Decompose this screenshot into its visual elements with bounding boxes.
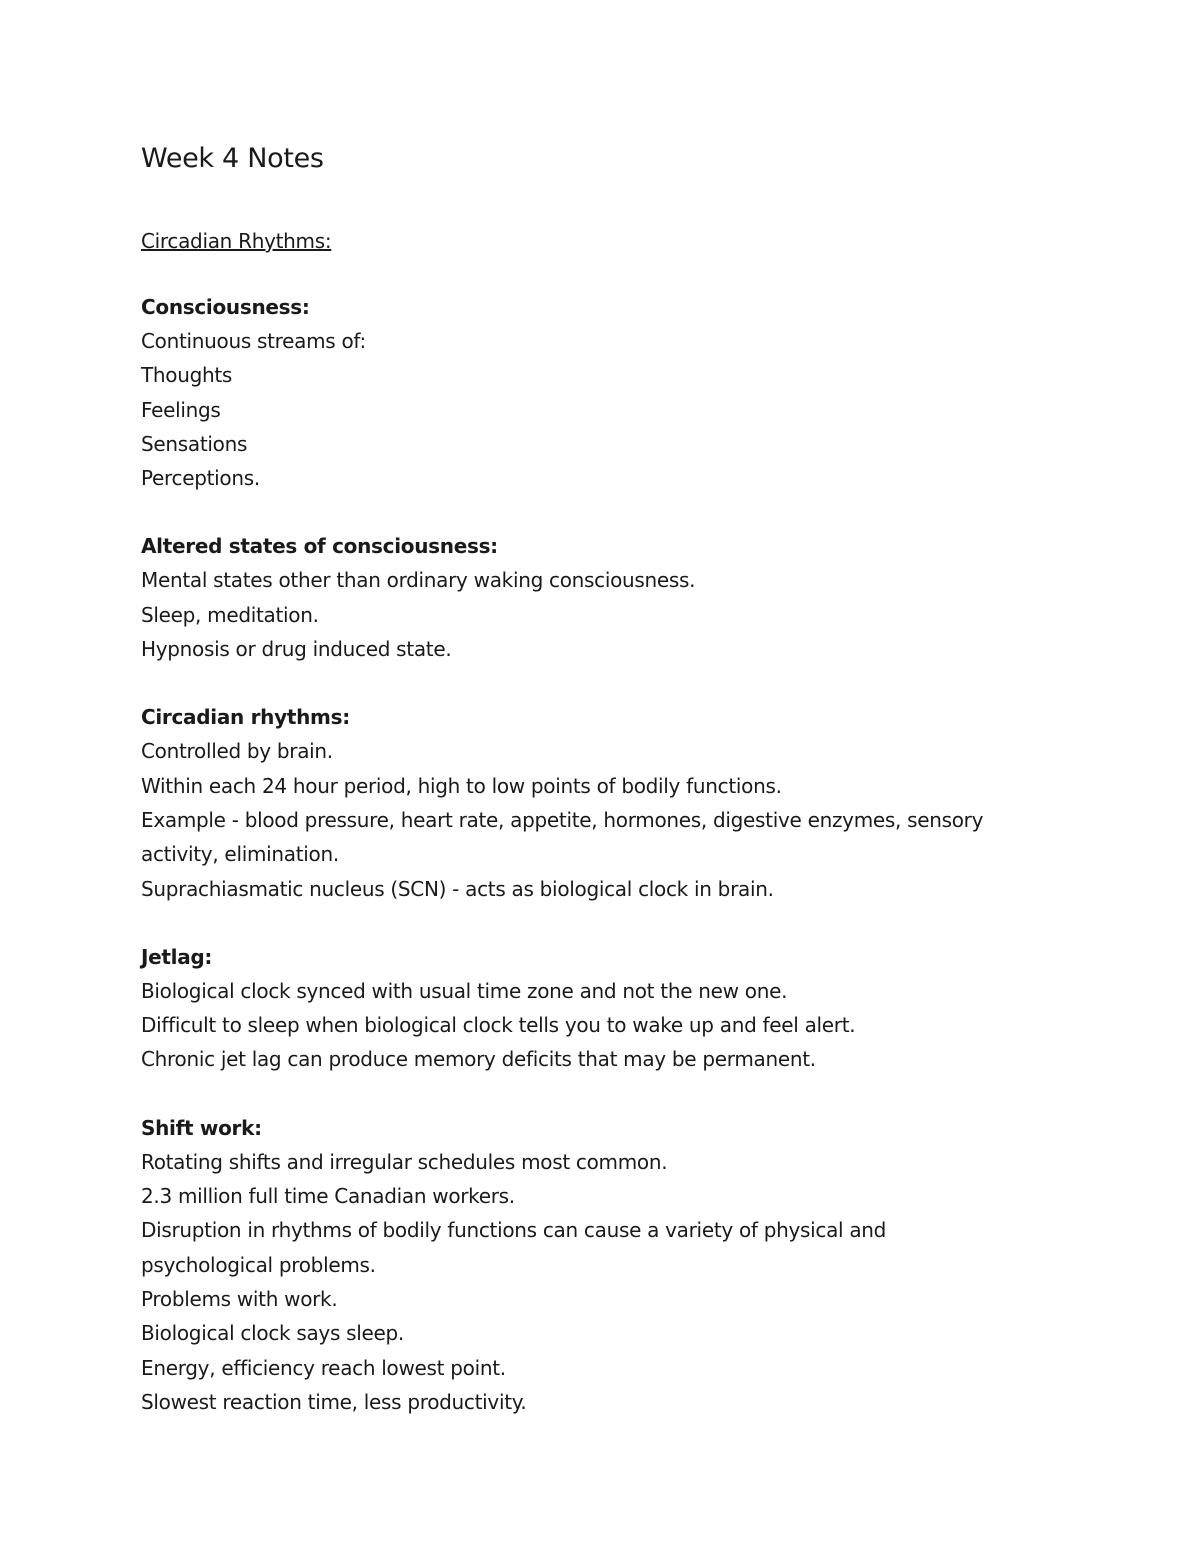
text-line: Example - blood pressure, heart rate, appetite, hormones, digestive enzymes, sensory <box>141 807 984 832</box>
section-consciousness <box>141 290 1141 495</box>
text-line: Within each 24 hour period, high to low points of bodily functions. <box>141 773 782 798</box>
section-heading: Shift work: <box>141 1115 262 1140</box>
section-jetlag <box>141 940 1141 1077</box>
text-line: Mental states other than ordinary waking consciousness. <box>141 568 696 593</box>
text-line: Feelings <box>141 397 221 422</box>
document-page <box>141 140 1141 1419</box>
text-line: Thoughts <box>141 363 233 388</box>
text-line: psychological problems. <box>141 1252 376 1277</box>
text-line: Energy, efficiency reach lowest point. <box>141 1355 506 1380</box>
document-title: Week 4 Notes <box>141 143 324 174</box>
text-line: Hypnosis or drug induced state. <box>141 637 452 662</box>
text-line: Suprachiasmatic nucleus (SCN) - acts as biological clock in brain. <box>141 876 774 901</box>
text-line: Perceptions. <box>141 466 260 491</box>
text-line: Continuous streams of: <box>141 329 366 353</box>
section-circadian-rhythms <box>141 700 1141 905</box>
document-subtitle: Circadian Rhythms: <box>141 229 332 253</box>
text-line: Chronic jet lag can produce memory deficits that may be permanent. <box>141 1047 816 1072</box>
text-line: Problems with work. <box>141 1286 338 1311</box>
section-altered-states <box>141 529 1141 666</box>
text-line: Difficult to sleep when biological clock tells you to wake up and feel alert. <box>141 1013 856 1038</box>
text-line: Controlled by brain. <box>141 739 333 764</box>
section-heading: Jetlag: <box>141 944 213 969</box>
text-line: Slowest reaction time, less productivity. <box>141 1389 527 1414</box>
section-heading: Altered states of consciousness: <box>141 534 498 559</box>
text-line: Rotating shifts and irregular schedules most common. <box>141 1149 668 1174</box>
section-shift-work <box>141 1111 1141 1419</box>
text-line: Sleep, meditation. <box>141 602 319 627</box>
section-heading: Circadian rhythms: <box>141 705 350 730</box>
text-line: activity, elimination. <box>141 842 339 867</box>
text-line: Disruption in rhythms of bodily functions can cause a variety of physical and <box>141 1218 887 1243</box>
text-line: Biological clock synced with usual time zone and not the new one. <box>141 978 788 1003</box>
text-line: Biological clock says sleep. <box>141 1321 404 1346</box>
section-heading: Consciousness: <box>141 295 310 319</box>
text-line: 2.3 million full time Canadian workers. <box>141 1184 515 1209</box>
text-line: Sensations <box>141 431 248 456</box>
